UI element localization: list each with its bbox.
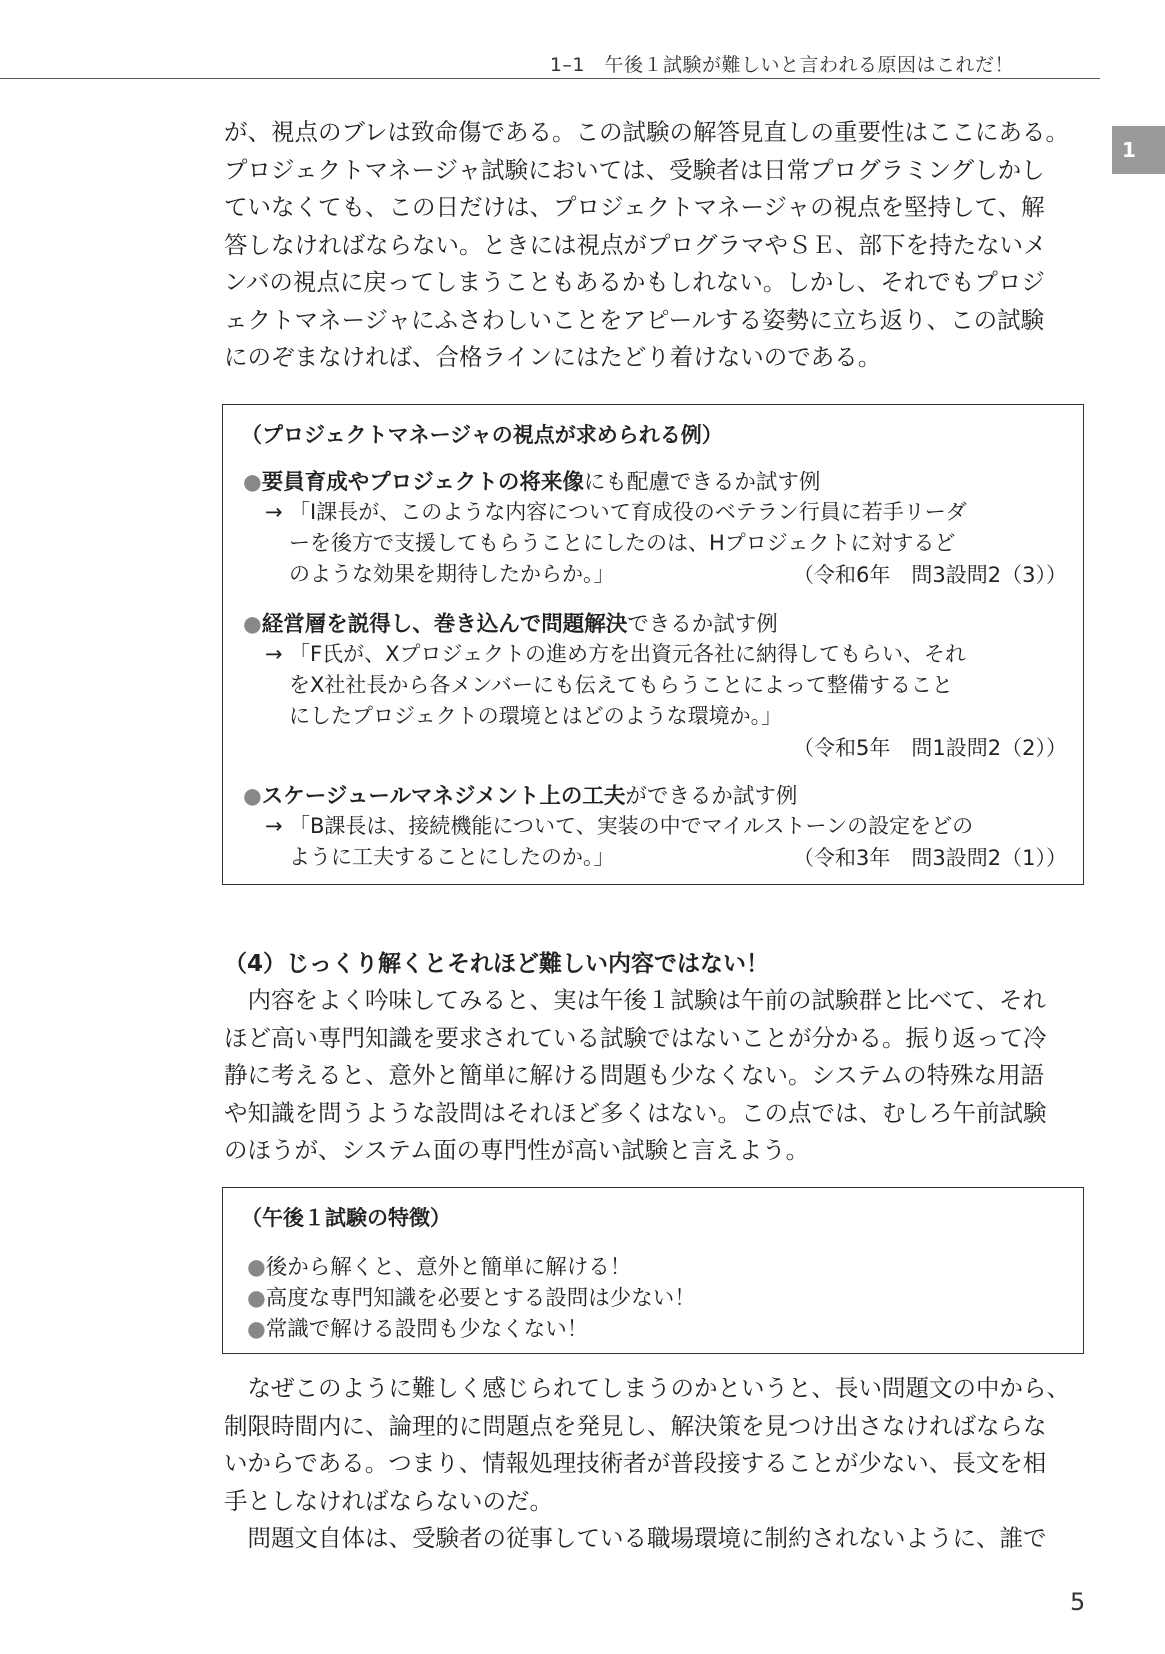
feature-item [247,1281,696,1312]
bullet-dot: ● [247,1255,266,1280]
example-key-phrase: スケージュールマネジメント上の工夫 [261,784,626,809]
feature-item [247,1312,588,1343]
arrow-icon: → [265,642,283,666]
section-heading: （4）じっくり解くとそれほど難しい内容ではない！ [224,951,770,977]
viewpoint-examples-box [222,404,1084,885]
body-paragraph-1: が、視点のブレは致命傷である。この試験の解答見直しの重要性はここにある。 プロジェクトマネージャ試験においては、受験者は日常プログラミングしかし ていなくても、この日だけは、プロジェクトマネージャの視点を堅持して、解 答しなければならない。ときには視点がプログラマやＳＥ、部下を持たないメ ンバの視点に戻ってしまうこともあるかもしれない。しかし、それでもプロジ ェクトマネージャにふさわしいことをアピールする姿勢に立ち返り、この試験 にのぞまなければ、合格ラインにはたどり着けないのである。 [224,118,1070,371]
box-title: （午後１試験の特徴） [241,1206,451,1230]
feature-text: 常識で解ける設問も少なくない！ [265,1317,589,1342]
chapter-number: 1 [1122,138,1136,162]
exam-reference: （令和3年 問3設問2（1）） [793,846,1067,870]
afternoon-exam-features-box [222,1187,1084,1354]
example-label: にも配慮できるか試す例 [583,470,821,495]
quote-text: 「F氏が、Xプロジェクトの進め方を出資元各社に納得してもらい、それ をX社社長から各メンバーにも伝えてもらうことによって整備すること にしたプロジェクトの環境とはどのような環境か。」 [289,642,967,728]
quote-text: 「I課長が、このような内容について育成役のベテラン行員に若手リーダ ーを後方で支援してもらうことにしたのは、Hプロジェクトに対するど のような効果を期待したからか。」 [289,500,967,586]
running-title: 1–1 午後１試験が難しいと言われる原因はこれだ！ [549,54,1014,76]
chapter-tab [1112,126,1165,174]
body-paragraph-2: 内容をよく吟味してみると、実は午後１試験は午前の試験群と比べて、それ ほど高い専門知識を要求されている試験ではないことが分かる。振り返って冷 静に考えると、意外と簡単に解ける問題も少なくない。システムの特殊な用語 や知識を問うような設問はそれほど多くはない。この点では、むしろ午前試験 のほうが、システム面の専門性が高い試験と言えよう。 [224,986,1047,1164]
body-paragraph-3: なぜこのように難しく感じられてしまうのかというと、長い問題文の中から、 制限時間内に、論理的に問題点を発見し、解決策を見つけ出さなければならな いからである。つまり、情報処理技術者が普段接することが少ない、長文を相 手としなければならないのだ。 問題文自体は、受験者の従事している職場環境に制約されないように、誰で [224,1374,1070,1552]
bullet-dot: ● [247,1317,266,1342]
feature-text: 後から解くと、意外と簡単に解ける！ [265,1255,632,1280]
running-header [0,0,1100,79]
arrow-icon: → [265,500,283,524]
bullet-dot: ● [247,1286,266,1311]
example-label: できるか試す例 [627,612,778,637]
example-key-phrase: 経営層を説得し、巻き込んで問題解決 [261,612,628,637]
example-heading [243,465,820,496]
exam-reference: （令和5年 問1設問2（2）） [793,736,1067,760]
example-key-phrase: 要員育成やプロジェクトの将来像 [261,470,584,495]
quote-text: 「B課長は、接続機能について、実装の中でマイルストーンの設定をどの ように工夫することにしたのか。」 [289,814,974,869]
box-title: （プロジェクトマネージャの視点が求められる例） [241,423,723,447]
exam-reference: （令和6年 問3設問2（3）） [793,563,1067,587]
page-number: 5 [1070,1588,1086,1616]
example-heading [243,779,797,810]
feature-text: 高度な専門知識を必要とする設問は少ない！ [265,1286,696,1311]
bullet-dot: ● [243,612,262,637]
bullet-dot: ● [243,470,262,495]
example-label: ができるか試す例 [625,784,798,809]
example-heading [243,607,778,638]
feature-item [247,1250,631,1281]
bullet-dot: ● [243,784,262,809]
example-quote [265,639,967,732]
arrow-icon: → [265,814,283,838]
